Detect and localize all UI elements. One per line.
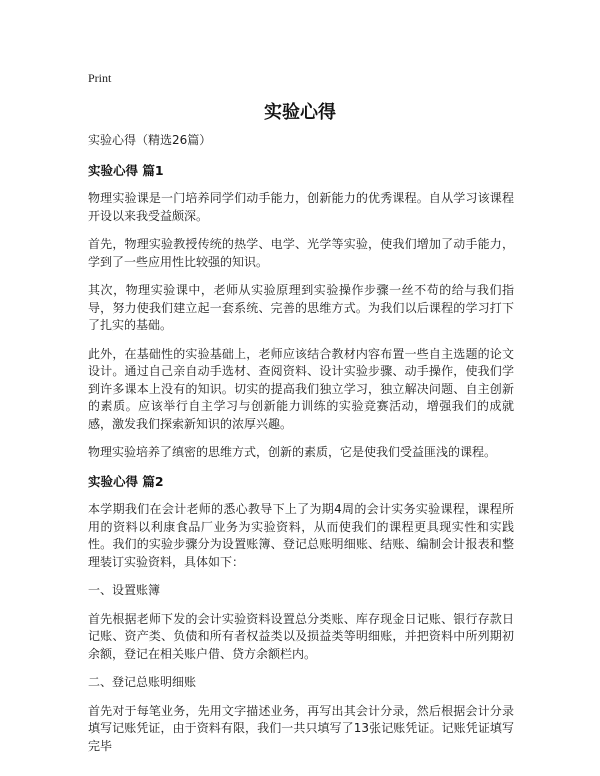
paragraph: 本学期我们在会计老师的悉心教导下上了为期4周的会计实务实验课程，课程所用的资料以利康食品厂业务为实验资料，从而使我们的课程更具现实性和实践性。我们的实验步骤分为设置账簿、登记总账明细账、结账、编制会计报表和整理装订实验资料，具体如下： [88,502,514,569]
section-heading-2: 实验心得 篇2 [88,473,164,489]
paragraph: 物理实验培养了缜密的思维方式，创新的素质，它是使我们受益匪浅的课程。 [88,445,497,459]
document-body [88,132,514,766]
subheading: 二、登记总账明细账 [88,675,197,689]
document-title: 实验心得 [264,102,336,123]
paragraph: 首先根据老师下发的会计实验资料设置总分类账、库存现金日记账、银行存款日记账、资产类、负债和所有者权益类以及损益类等明细账，并把资料中所列期初余额，登记在相关账户借、贷方余额栏内。 [88,611,514,661]
paragraph: 首先对于每笔业务，先用文字描述业务，再写出其会计分录，然后根据会计分录填写记账凭证，由于资料有限，我们一共只填写了13张记账凭证。记账凭证填写完毕 [88,703,514,753]
paragraph: 物理实验课是一门培养同学们动手能力，创新能力的优秀课程。自从学习该课程开设以来我受益颇深。 [88,191,514,223]
paragraph: 首先，物理实验教授传统的热学、电学、光学等实验，使我们增加了动手能力，学到了一些应用性比较强的知识。 [88,237,514,269]
subheading: 一、设置账簿 [88,583,161,597]
print-link[interactable]: Print [88,71,112,85]
paragraph: 此外，在基础性的实验基础上，老师应该结合教材内容布置一些自主选题的论文设计。通过自己亲自动手选材、查阅资料、设计实验步骤、动手操作，使我们学到许多课本上没有的知识。切实的提高我们独立学习，独立解决问题、自主创新的素质。应该举行自主学习与创新能力训练的实验竞赛活动，增强我们的成就感，激发我们探索新知识的浓厚兴趣。 [88,346,514,431]
section-heading-1: 实验心得 篇1 [88,162,164,178]
document-subtitle: 实验心得（精选26篇） [88,133,212,147]
paragraph: 其次，物理实验课中，老师从实验原理到实验操作步骤一丝不苟的给与我们指导，努力使我们建立起一套系统、完善的思维方式。为我们以后课程的学习打下了扎实的基础。 [88,283,514,332]
